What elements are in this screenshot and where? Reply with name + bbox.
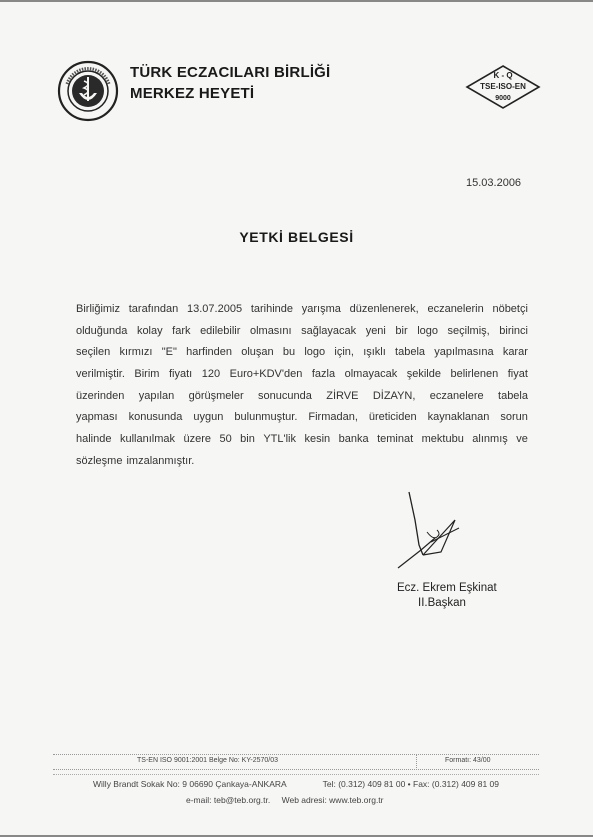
footer-website: Web adresi: www.teb.org.tr: [281, 795, 384, 805]
body-word: karar: [502, 346, 528, 359]
footer-format: Formatı: 43/00: [445, 757, 491, 764]
body-word: eczanelerin: [427, 303, 484, 315]
body-word: oluşan: [241, 346, 274, 359]
body-line: [76, 451, 528, 473]
body-line: [76, 429, 528, 451]
body-word: düzenlenerek,: [349, 303, 419, 315]
body-word: ve: [516, 433, 528, 446]
body-word: uygun: [193, 411, 224, 424]
body-word: fark: [172, 324, 191, 337]
body-word: bir: [395, 324, 408, 337]
body-word: sonucunda: [258, 389, 312, 402]
body-word: tarafından: [128, 303, 179, 315]
letterhead-footer: [53, 754, 539, 808]
body-word: imzalanmıştır.: [126, 454, 195, 467]
footer-rule: [53, 774, 539, 775]
tse-mid-text: TSE-ISO-EN: [480, 82, 526, 91]
body-line: [76, 364, 528, 386]
body-line: [76, 299, 528, 321]
body-word: bulunmuştur.: [234, 411, 298, 424]
tse-bottom-text: 9000: [495, 95, 511, 102]
body-word: sağlayacak: [301, 324, 357, 337]
body-line: [76, 342, 528, 364]
body-word: logo: [417, 324, 438, 337]
body-word: logo: [304, 346, 326, 359]
footer-address-row: [93, 779, 499, 789]
body-word: YTL'lik: [263, 433, 296, 446]
body-word: seçilen: [76, 346, 111, 359]
footer-divider: [416, 754, 417, 770]
body-word: kolay: [136, 324, 163, 337]
body-word: Firmadan,: [308, 411, 358, 424]
org-line-1: TÜRK ECZACILARI BİRLİĞİ: [130, 64, 331, 81]
body-line: [76, 407, 528, 429]
body-word: banka: [338, 433, 369, 446]
body-word: mektubu: [421, 433, 464, 446]
body-word: yarışma: [301, 303, 341, 315]
body-word: şekilde: [406, 368, 441, 381]
body-word: için,: [334, 346, 354, 359]
body-word: yapması: [76, 411, 118, 424]
body-word: seçilmiş,: [447, 324, 490, 337]
body-word: Birliğimiz: [76, 303, 120, 315]
footer-cert-row: [53, 754, 539, 770]
body-word: Birim: [134, 368, 160, 381]
body-word: olmayacak: [344, 368, 398, 381]
handwritten-signature: [393, 490, 473, 585]
body-line: [76, 321, 528, 343]
body-word: ZİRVE: [326, 389, 359, 402]
body-word: konusunda: [128, 411, 183, 424]
body-word: teminat: [377, 433, 414, 446]
body-word: sorun: [500, 411, 528, 424]
tse-iso-certification-mark: [465, 64, 541, 110]
body-word: yapılmasına: [434, 346, 494, 359]
body-word: eczanelere: [429, 389, 484, 402]
signatory-name: Ecz. Ekrem Eşkinat: [397, 582, 497, 594]
letter-date: 15.03.2006: [466, 177, 522, 189]
signatory-role: II.Başkan: [418, 597, 466, 609]
body-word: harfinden: [186, 346, 232, 359]
body-word: kullanılmak: [119, 433, 175, 446]
body-word: üzere: [183, 433, 211, 446]
body-word: tabela: [395, 346, 426, 359]
footer-cert-number: TS-EN ISO 9001:2001 Belge No: KY-2570/03: [137, 757, 278, 764]
body-word: sözleşme: [76, 454, 123, 467]
body-word: bu: [282, 346, 296, 359]
body-line: [76, 386, 528, 408]
body-word: verilmiştir.: [76, 368, 125, 381]
signatory-block: [397, 581, 497, 611]
footer-email: e-mail: teb@teb.org.tr.: [186, 795, 271, 805]
body-word: fazla: [311, 368, 336, 381]
body-word: 13.07.2005: [187, 303, 243, 315]
footer-web-row: [186, 795, 384, 805]
scan-edge-top: [0, 0, 593, 2]
body-word: fiyat: [507, 368, 528, 381]
body-word: tarihinde: [250, 303, 294, 315]
body-word: bin: [240, 433, 255, 446]
body-word: "E": [161, 346, 177, 359]
body-word: üreticiden: [368, 411, 417, 424]
body-word: edilebilir: [200, 324, 241, 337]
footer-address: Willy Brandt Sokak No: 9 06690 Çankaya-ANKARA: [93, 779, 287, 789]
footer-phone-fax: Tel: (0.312) 409 81 00 • Fax: (0.312) 409 81 09: [322, 779, 500, 789]
body-word: olduğunda: [76, 324, 128, 337]
body-word: nöbetçi: [492, 303, 528, 315]
body-word: Euro+KDV'den: [229, 368, 303, 381]
body-word: halinde: [76, 433, 112, 446]
body-word: yapılan: [138, 389, 175, 402]
body-word: birinci: [499, 324, 528, 337]
letter-body: [76, 299, 528, 473]
body-word: alınmış: [472, 433, 508, 446]
body-word: 50: [219, 433, 232, 446]
body-word: kesin: [304, 433, 331, 446]
body-word: fiyatı: [168, 368, 193, 381]
document-title: YETKİ BELGESİ: [239, 229, 354, 245]
body-word: tabela: [498, 389, 528, 402]
body-word: görüşmeler: [188, 389, 244, 402]
body-word: kaynaklanan: [427, 411, 490, 424]
tse-top-text: K - Q: [493, 71, 513, 80]
body-word: olmasını: [249, 324, 292, 337]
teb-seal-logo: [57, 60, 119, 122]
body-word: 120: [201, 368, 221, 381]
body-word: DİZAYN,: [372, 389, 416, 402]
body-word: ışıklı: [363, 346, 386, 359]
body-word: üzerinden: [76, 389, 125, 402]
org-line-2: MERKEZ HEYETİ: [130, 85, 255, 102]
body-word: kırmızı: [119, 346, 153, 359]
body-word: belirlenen: [450, 368, 499, 381]
organization-name: [130, 62, 330, 104]
body-word: yeni: [365, 324, 386, 337]
